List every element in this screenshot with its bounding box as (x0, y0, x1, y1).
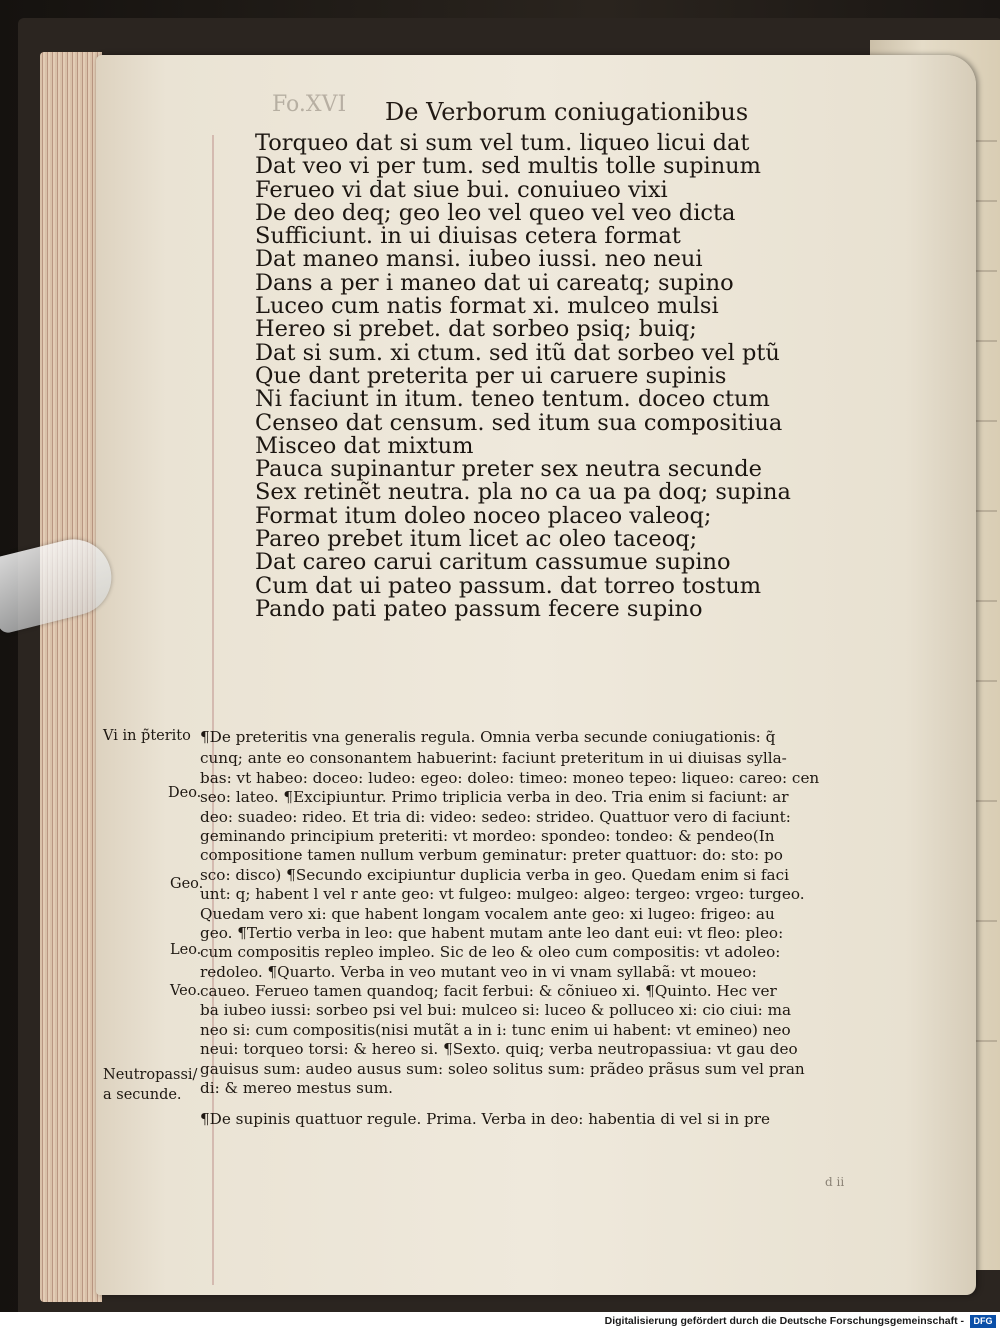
signature-mark: d ii (825, 1175, 845, 1189)
verse-block (255, 132, 795, 621)
page-title: De Verborum coniugationibus (385, 98, 749, 126)
page-edges (40, 52, 102, 1302)
funding-credit: Digitalisierung gefördert durch die Deutsche Forschungsgemeinschaft - (604, 1315, 964, 1327)
verse-line: Ni faciunt in itum. teneo tentum. doceo ctum (255, 386, 770, 413)
margin-note-leo: Leo. (170, 942, 202, 958)
verse-line: Torqueo dat si sum vel tum. liqueo licui dat (255, 130, 750, 156)
prose-last-line: ¶De supinis quattuor regule. Prima. Verba in deo: habentia di vel si in pre (200, 1110, 770, 1129)
prose-line: geo. ¶Tertio verba in leo: que habent mutam ante leo dant eui: vt fleo: pleo: (200, 923, 784, 942)
margin-note-geo: Geo. (170, 876, 204, 892)
verse-line: Pauca supinantur preter sex neutra secunde (255, 456, 762, 483)
margin-note-deo: Deo. (168, 785, 202, 801)
verse-line: Format itum doleo noceo placeo valeoq; (255, 502, 712, 529)
margin-note-secunde: a secunde. (103, 1087, 182, 1103)
verse-line: Ferueo vi dat siue bui. conuiueo vixi (255, 176, 668, 203)
prose-line: caueo. Ferueo tamen quandoq; facit ferbui: & cõniueo xi. ¶Quinto. Hec ver (200, 982, 777, 1001)
prose-line: deo: suadeo: rideo. Et tria di: video: sedeo: strideo. Quattuor vero di faciunt: (200, 807, 791, 826)
margin-note-vi: Vi in p̃terito (103, 728, 191, 744)
verse-line: Hereo si prebet. dat sorbeo psiq; buiq; (255, 316, 697, 343)
verse-line: Censeo dat censum. sed itum sua compositiua (255, 409, 783, 436)
prose-line: Quedam vero xi: que habent longam vocalem ante geo: xi lugeo: frigeo: au (200, 904, 775, 923)
prose-line: gauisus sum: audeo ausus sum: soleo solitus sum: prãdeo prãsus sum vel pran (200, 1059, 805, 1078)
verse-line: Luceo cum natis format xi. mulceo mulsi (255, 293, 719, 320)
prose-line: unt: q; habent l vel r ante geo: vt fulgeo: mulgeo: algeo: tergeo: vrgeo: turgeo. (200, 885, 805, 904)
verse-line: Que dant preterita per ui caruere supinis (255, 362, 727, 389)
prose-line: geminando principium preteriti: vt mordeo: spondeo: tondeo: & pendeo(In (200, 826, 775, 845)
footer-bar (0, 1312, 1000, 1332)
margin-note-veo: Veo. (170, 983, 201, 999)
verse-line: Pando pati pateo passum fecere supino (255, 595, 703, 622)
verse-line: Dans a per i maneo dat ui careatq; supino (255, 269, 734, 296)
verse-line: Sex retinẽt neutra. pla no ca ua pa doq; supina (255, 479, 791, 506)
verse-line: Cum dat ui pateo passum. dat torreo tostum (255, 572, 762, 599)
prose-line: cunq; ante eo consonantem habuerint: faciunt preteritum in ui diuisas sylla- (200, 749, 787, 768)
prose-line: ba iubeo iussi: sorbeo psi vel bui: mulceo si: luceo & polluceo xi: cio ciui: ma (200, 1001, 792, 1020)
prose-line: bas: vt habeo: doceo: ludeo: egeo: doleo: timeo: moneo tepeo: liqueo: careo: cen (200, 768, 820, 787)
prose-line: redoleo. ¶Quarto. Verba in veo mutant veo in vi vnam syllabã: vt moueo: (200, 962, 757, 981)
prose-line: compositione tamen nullum verbum geminatur: preter quattuor: do: sto: po (200, 846, 783, 865)
folio-ghost: Fo.XVI (272, 92, 347, 117)
verse-line: De deo deq; geo leo vel queo vel veo dicta (255, 199, 736, 226)
prose-line: neo si: cum compositis(nisi mutãt a in i: tunc enim ui habent: vt emineo) neo (200, 1020, 791, 1039)
verse-line: Misceo dat mixtum (255, 432, 474, 459)
verse-line: Dat si sum. xi ctum. sed itũ dat sorbeo vel ptũ (255, 339, 780, 366)
prose-line: seo: lateo. ¶Excipiuntur. Primo triplicia verba in deo. Tria enim si faciunt: ar (200, 788, 789, 807)
verse-line: Dat veo vi per tum. sed multis tolle supinum (255, 153, 762, 180)
verse-line: Dat careo carui caritum cassumue supino (255, 549, 731, 576)
prose-line: di: & mereo mestus sum. (200, 1079, 393, 1098)
verse-line: Sufficiunt. in ui diuisas cetera format (255, 223, 681, 250)
prose-line: neui: torqueo torsi: & hereo si. ¶Sexto. quiq; verba neutropassiua: vt gau deo (200, 1040, 798, 1059)
prose-block (200, 728, 890, 1130)
prose-line: sco: disco) ¶Secundo excipiuntur duplicia verba in geo. Quedam enim si faci (200, 865, 789, 884)
verse-line: Pareo prebet itum licet ac oleo taceoq; (255, 526, 698, 553)
dfg-logo: DFG (970, 1315, 996, 1328)
margin-note-neutro: Neutropassi/ (103, 1067, 198, 1083)
verse-line: Dat maneo mansi. iubeo iussi. neo neui (255, 246, 703, 273)
prose-line: cum compositis repleo impleo. Sic de leo & oleo cum compositis: vt adoleo: (200, 943, 781, 962)
prose-line: ¶De preteritis vna generalis regula. Omnia verba secunde coniugationis: q̃ (200, 728, 776, 746)
